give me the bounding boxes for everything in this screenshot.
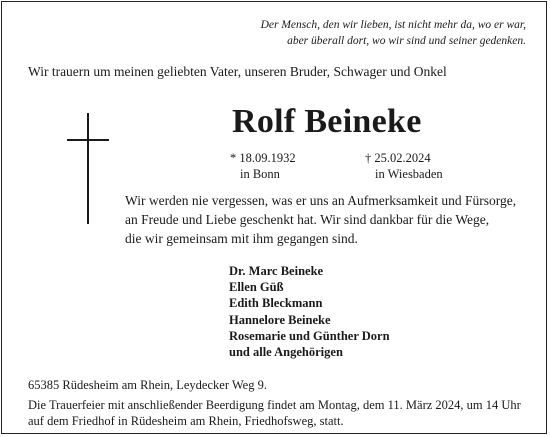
death-date: † 25.02.2024 [365,151,431,165]
quote-line: Der Mensch, den wir lieben, ist nicht mehr da, wo er war, [260,19,526,31]
intro-text: Wir trauern um meinen geliebten Vater, unseren Bruder, Schwager und Onkel [28,64,447,79]
quote [261,17,526,49]
family-list [229,263,390,360]
memorial-line: an Freude und Liebe geschenkt hat. Wir sind dankbar für die Wege, [125,212,490,227]
family-member: Edith Bleckmann [229,296,323,311]
funeral-info [28,398,521,429]
address: 65385 Rüdesheim am Rhein, Leydecker Weg 9. [28,378,267,392]
family-member: Rosemarie und Günther Dorn [229,328,390,343]
birth-date: * 18.09.1932 [230,151,296,165]
funeral-line: Die Trauerfeier mit anschließender Beerdigung findet am Montag, dem 11. März 2024, um 14 Uhr [28,398,521,412]
family-member: Dr. Marc Beineke [229,264,324,278]
cross-icon [87,113,89,224]
memorial-line: Wir werden nie vergessen, was er uns an Aufmerksamkeit und Fürsorge, [125,193,517,208]
family-member: Hannelore Beineke [229,312,331,327]
memorial-text [125,191,516,248]
quote-line: aber überall dort, wo wir sind und seiner gedenken. [287,35,526,47]
death-info [365,150,443,182]
deceased-name: Rolf Beineke [232,103,422,140]
memorial-line: die wir gemeinsam mit ihm gegangen sind. [125,231,358,246]
cross-icon-bar [67,139,109,141]
family-member: Ellen Güß [229,280,284,295]
funeral-line: auf dem Friedhof in Rüdesheim am Rhein, Friedhofsweg, statt. [28,413,344,428]
birth-place: in Bonn [240,167,280,181]
death-place: in Wiesbaden [375,167,443,181]
family-member: und alle Angehörigen [229,345,343,360]
birth-info [230,150,296,182]
